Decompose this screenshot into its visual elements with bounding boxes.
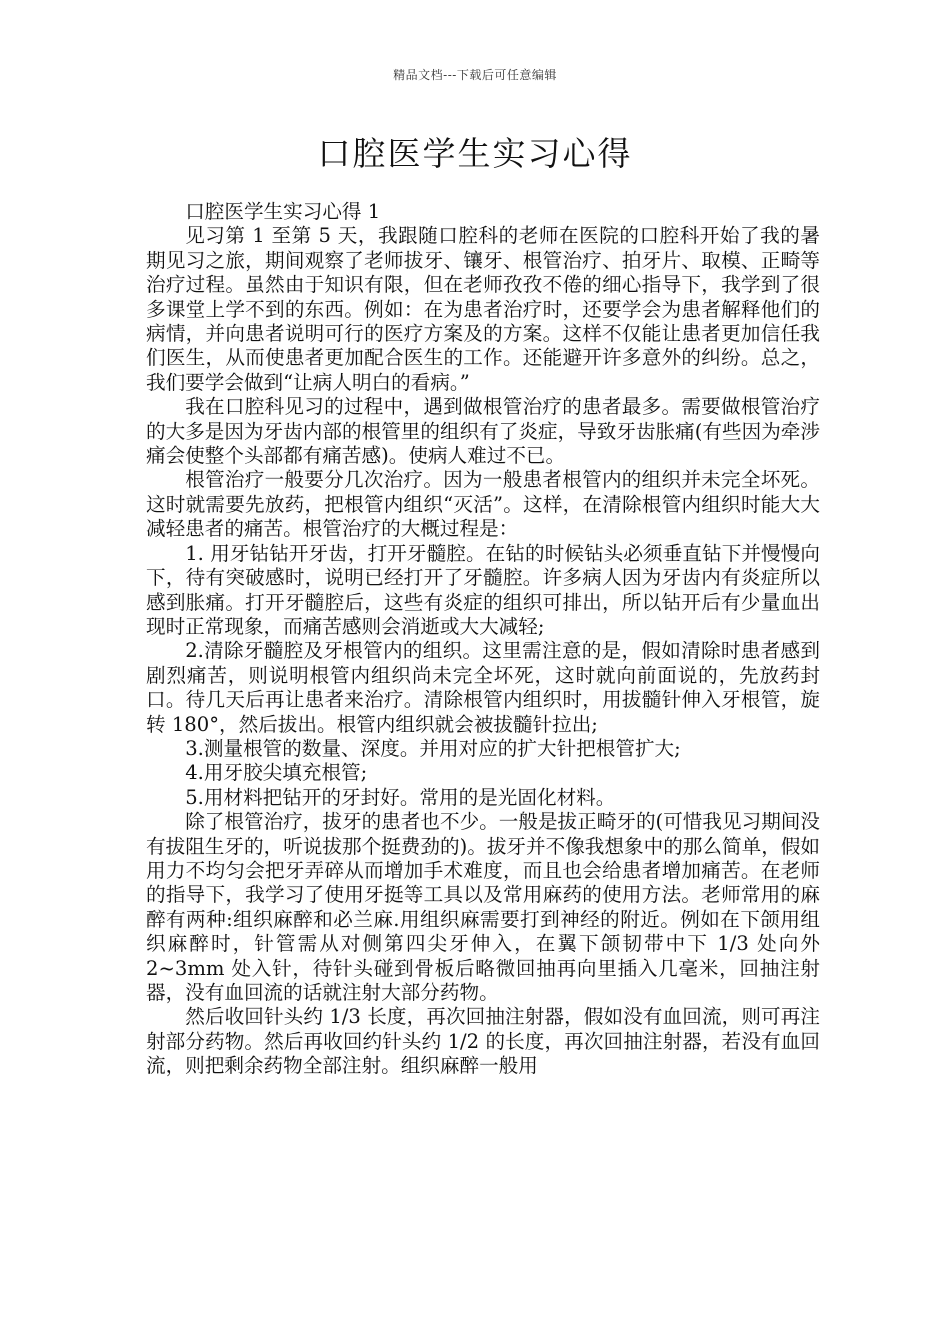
list-item-step-4: 4.用牙胶尖填充根管; — [185, 761, 368, 785]
list-item-step-2: 2.清除牙髓腔及牙根管内的组织。这里需注意的是，假如清除时患者感到剧烈痛苦，则说明根管内组织尚未完全坏死，这时就向前面说的，先放药封口。待几天后再让患者来治疗。清除根管内组织时，用拔髓针伸入牙根管，旋转 180°，然后拔出。根管内组织就会被拔髓针拉出; — [146, 639, 820, 736]
paragraph: 然后收回针头约 1/3 长度，再次回抽注射器，假如没有血回流，则可再注射部分药物。然后再收回约针头约 1/2 的长度，再次回抽注射器，若没有血回流，则把剩余药物全部注射。组织麻醉一般用 — [146, 1005, 820, 1078]
paragraph: 见习第 1 至第 5 天，我跟随口腔科的老师在医院的口腔科开始了我的暑期见习之旅，期间观察了老师拔牙、镶牙、根管治疗、拍牙片、取模、正畸等治疗过程。虽然由于知识有限，但在老师孜孜不倦的细心指导下，我学到了很多课堂上学不到的东西。例如：在为患者治疗时，还要学会为患者解释他们的病情，并向患者说明可行的医疗方案及的方案。这样不仅能让患者更加信任我们医生，从而使患者更加配合医生的工作。还能避开许多意外的纠纷。总之，我们要学会做到“让病人明白的看病。” — [146, 224, 820, 394]
header-note: 精品文档---下载后可任意编辑 — [393, 68, 557, 82]
paragraph: 除了根管治疗，拔牙的患者也不少。一般是拔正畸牙的(可惜我见习期间没有拔阻生牙的，听说拔那个挺费劲的)。拔牙并不像我想象中的那么简单，假如用力不均匀会把牙弄碎从而增加手术难度，而且也会给患者增加痛苦。在老师的指导下，我学习了使用牙挺等工具以及常用麻药的使用方法。老师常用的麻醉有两种:组织麻醉和必兰麻.用组织麻需要打到神经的附近。例如在下颌用组织麻醉时，针管需从对侧第四尖牙伸入，在翼下颌韧带中下 1/3 处向外 2~3mm 处入针，待针头碰到骨板后略微回抽再向里插入几毫米，回抽注射器，没有血回流的话就注射大部分药物。 — [146, 810, 820, 1004]
list-item-step-5: 5.用材料把钻开的牙封好。常用的是光固化材料。 — [185, 785, 616, 809]
paragraph-subtitle: 口腔医学生实习心得 1 — [185, 200, 381, 223]
paragraph: 我在口腔科见习的过程中，遇到做根管治疗的患者最多。需要做根管治疗的大多是因为牙齿内部的根管里的组织有了炎症，导致牙齿胀痛(有些因为牵涉痛会使整个头部都有痛苦感)。使病人难过不已。 — [146, 395, 820, 468]
list-item-step-1: 1. 用牙钻钻开牙齿，打开牙髓腔。在钻的时候钻头必须垂直钻下并慢慢向下，待有突破感时，说明已经打开了牙髓腔。许多病人因为牙齿内有炎症所以感到胀痛。打开牙髓腔后，这些有炎症的组织可排出，所以钻开后有少量血出现时正常现象，而痛苦感则会消逝或大大减轻; — [146, 541, 820, 638]
document-title: 口腔医学生实习心得 — [317, 134, 633, 173]
document-body — [146, 200, 820, 1079]
paragraph: 根管治疗一般要分几次治疗。因为一般患者根管内的组织并未完全坏死。这时就需要先放药，把根管内组织“灭活”。这样，在清除根管内组织时能大大减轻患者的痛苦。根管治疗的大概过程是： — [146, 468, 820, 541]
list-item-step-3: 3.测量根管的数量、深度。并用对应的扩大针把根管扩大; — [185, 736, 681, 760]
